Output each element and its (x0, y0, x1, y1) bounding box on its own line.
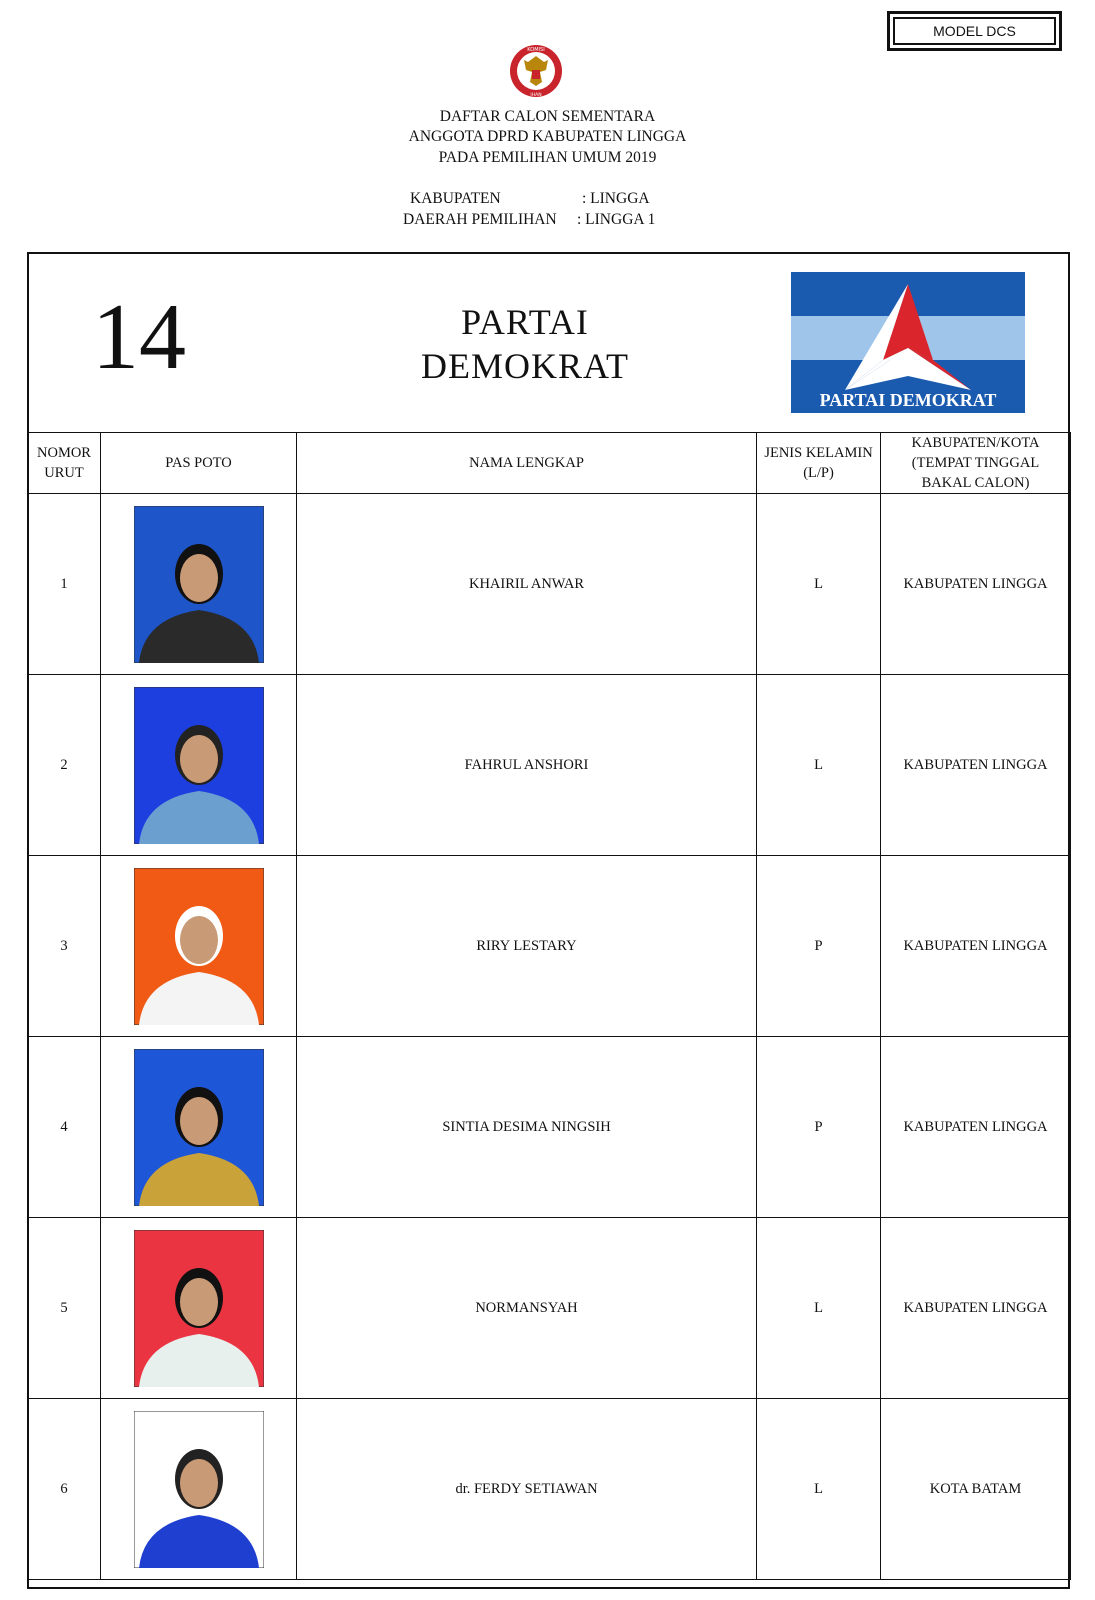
candidate-name: dr. FERDY SETIAWAN (297, 1399, 757, 1580)
table-row (28, 494, 1071, 675)
candidate-photo (134, 868, 264, 1025)
row-number: 4 (28, 1037, 101, 1218)
candidate-gender: P (757, 856, 881, 1037)
candidate-gender: L (757, 1399, 881, 1580)
kpu-logo-text-top: KOMISI (527, 47, 545, 53)
model-dcs-label: MODEL DCS (893, 17, 1056, 45)
candidate-table (27, 432, 1071, 1580)
header-city (881, 433, 1071, 494)
candidate-gender: L (757, 675, 881, 856)
header-no-line-2: URUT (44, 465, 84, 481)
row-number: 6 (28, 1399, 101, 1580)
kpu-logo-text-bottom: IHAN (530, 93, 542, 98)
row-number: 1 (28, 494, 101, 675)
row-number: 3 (28, 856, 101, 1037)
party-name (390, 300, 660, 388)
candidate-photo (134, 687, 264, 844)
candidate-photo (134, 506, 264, 663)
dapil-label: DAERAH PEMILIHAN (403, 211, 557, 228)
header-gender (757, 433, 881, 494)
candidate-name: SINTIA DESIMA NINGSIH (297, 1037, 757, 1218)
table-row (28, 856, 1071, 1037)
table-header-row (28, 433, 1071, 494)
header-no (28, 433, 101, 494)
partai-demokrat-logo-icon (791, 272, 1025, 413)
kabupaten-label: KABUPATEN (410, 190, 501, 207)
candidate-city: KABUPATEN LINGGA (881, 1218, 1071, 1399)
table-row (28, 1218, 1071, 1399)
header-photo: PAS POTO (101, 433, 297, 494)
party-name-line-1: PARTAI (461, 302, 589, 342)
candidate-gender: L (757, 494, 881, 675)
party-name-line-2: DEMOKRAT (420, 346, 629, 386)
table-row (28, 1037, 1071, 1218)
candidate-gender: L (757, 1218, 881, 1399)
candidate-photo (134, 1049, 264, 1206)
candidate-photo-cell (101, 1399, 297, 1580)
table-row (28, 675, 1071, 856)
header-gender-line-2: (L/P) (803, 465, 834, 481)
candidate-photo-cell (101, 494, 297, 675)
candidate-gender: P (757, 1037, 881, 1218)
title-line-1: DAFTAR CALON SEMENTARA (439, 108, 656, 125)
party-logo-text: PARTAI DEMOKRAT (819, 390, 997, 410)
row-number: 2 (28, 675, 101, 856)
candidate-photo-cell (101, 675, 297, 856)
candidate-photo-cell (101, 856, 297, 1037)
model-dcs-box (887, 11, 1062, 51)
header-no-line-1: NOMOR (37, 445, 91, 461)
table-row (28, 1399, 1071, 1580)
candidate-name: NORMANSYAH (297, 1218, 757, 1399)
header-city-line-1: KABUPATEN/KOTA (911, 435, 1040, 451)
candidate-city: KABUPATEN LINGGA (881, 675, 1071, 856)
candidate-photo-cell (101, 1218, 297, 1399)
candidate-name: KHAIRIL ANWAR (297, 494, 757, 675)
candidate-photo-cell (101, 1037, 297, 1218)
title-line-2: ANGGOTA DPRD KABUPATEN LINGGA (408, 128, 687, 145)
candidate-city: KABUPATEN LINGGA (881, 1037, 1071, 1218)
header-city-line-2: (TEMPAT TINGGAL (911, 455, 1040, 471)
candidate-city: KABUPATEN LINGGA (881, 856, 1071, 1037)
candidate-city: KOTA BATAM (881, 1399, 1071, 1580)
header-name: NAMA LENGKAP (297, 433, 757, 494)
kabupaten-value: : LINGGA (582, 190, 650, 207)
candidate-photo (134, 1230, 264, 1387)
row-number: 5 (28, 1218, 101, 1399)
party-number: 14 (92, 285, 186, 389)
dapil-value: : LINGGA 1 (577, 211, 656, 228)
header-gender-line-1: JENIS KELAMIN (764, 445, 873, 461)
candidate-name: FAHRUL ANSHORI (297, 675, 757, 856)
candidate-photo (134, 1411, 264, 1568)
header-city-line-3: BAKAL CALON) (921, 475, 1030, 491)
candidate-name: RIRY LESTARY (297, 856, 757, 1037)
candidate-city: KABUPATEN LINGGA (881, 494, 1071, 675)
kpu-logo-icon (508, 42, 564, 100)
title-line-3: PADA PEMILIHAN UMUM 2019 (438, 149, 657, 166)
